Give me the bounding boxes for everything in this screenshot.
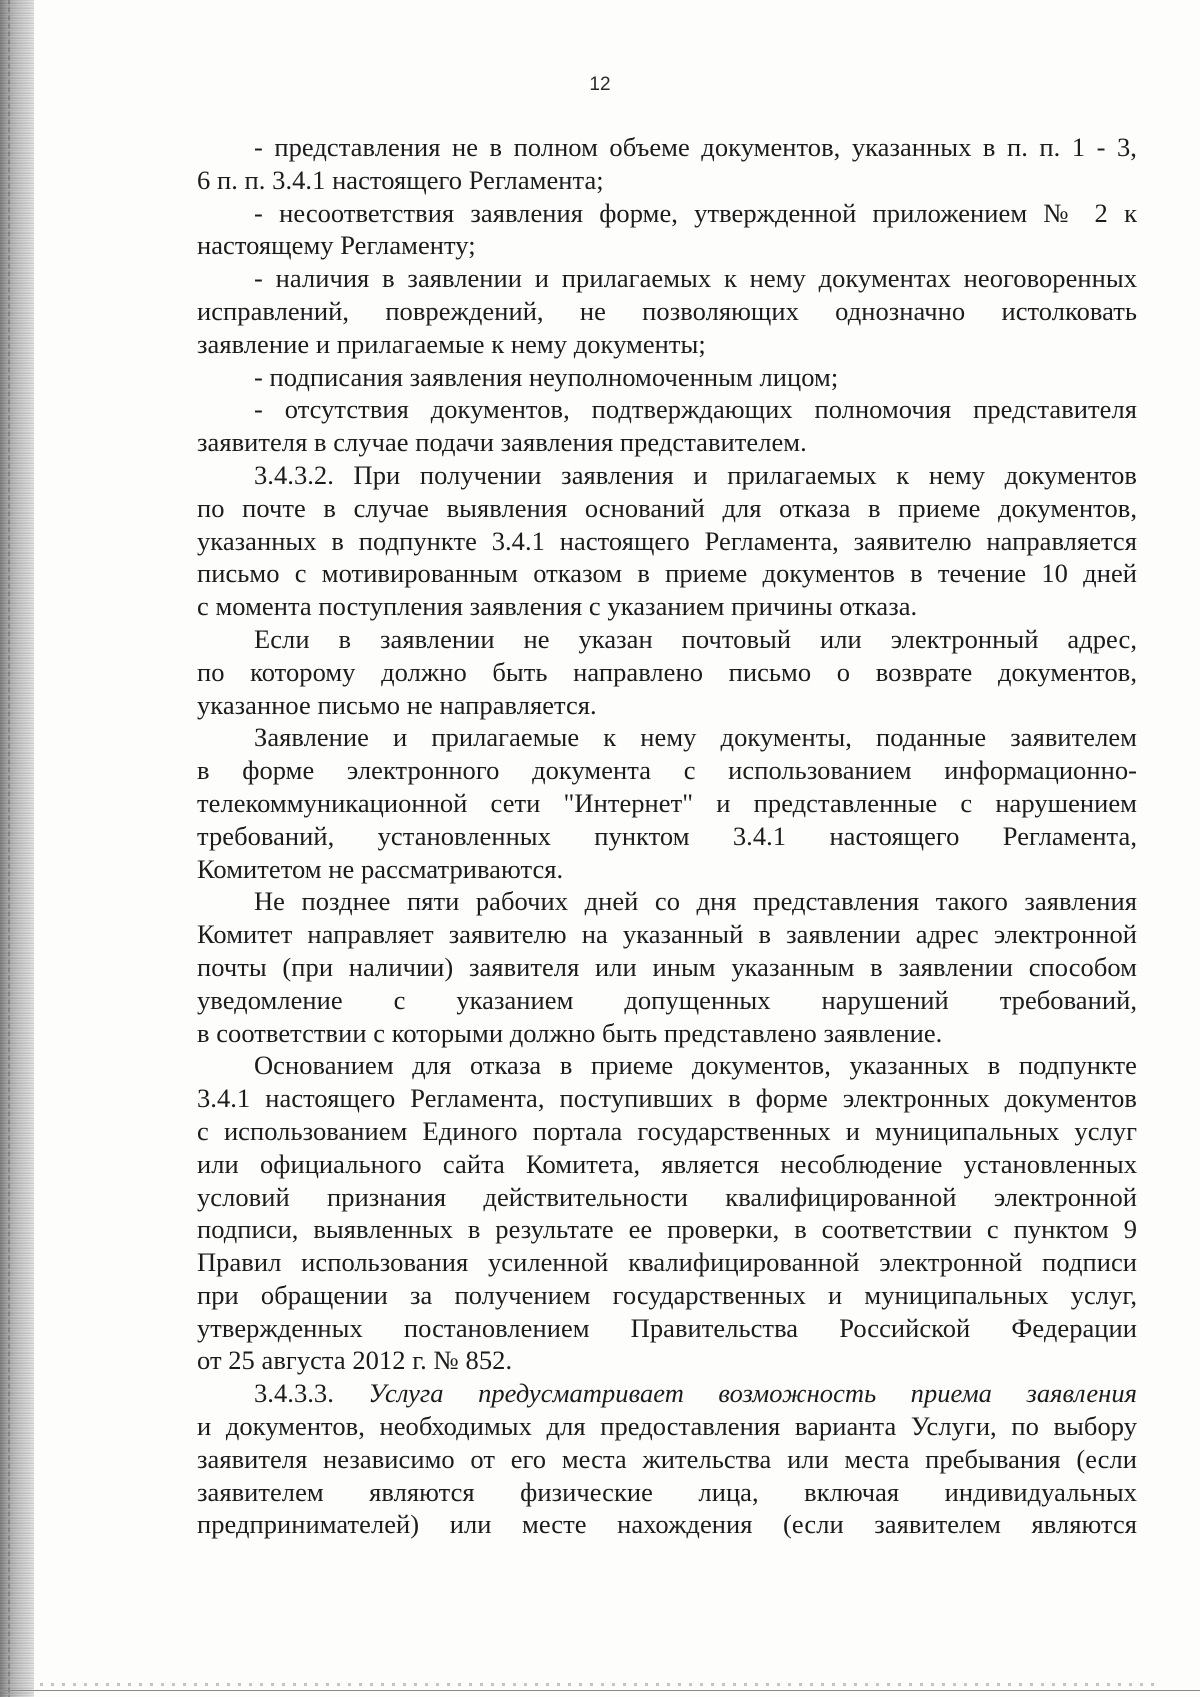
page-number: 12 [589, 74, 611, 95]
text-line: заявителем являются физические лица, включая индивидуальных [197, 1476, 1137, 1507]
text-line: требований, установленных пунктом 3.4.1 настоящего Регламента, [197, 820, 1137, 851]
scan-bottom-edge [0, 1690, 1200, 1691]
text-line: в соответствии с которыми должно быть представлено заявление. [197, 1017, 943, 1048]
text-line: по которому должно быть направлено письмо о возврате документов, [197, 656, 1137, 687]
text-run: 3.4.3.3. [254, 1378, 334, 1409]
document-body [197, 131, 1137, 1541]
text-line: указанное письмо не направляется. [197, 689, 597, 720]
text-line: в форме электронного документа с использованием информационно- [197, 755, 1137, 786]
text-line: письмо с мотивированным отказом в приеме документов в течение 10 дней [197, 558, 1137, 589]
text-line: от 25 августа 2012 г. № 852. [197, 1345, 513, 1376]
text-line: при обращении за получением государственных и муниципальных услуг, [197, 1279, 1137, 1310]
scan-binding-edge [0, 0, 34, 1697]
text-line: - наличия в заявлении и прилагаемых к нему документах неоговоренных [254, 263, 1137, 294]
text-line: - отсутствия документов, подтверждающих полномочия представителя [254, 394, 1137, 425]
text-line: утвержденных постановлением Правительства Российской Федерации [197, 1312, 1137, 1343]
text-line: Комитет направляет заявителю на указанный в заявлении адрес электронной [197, 919, 1137, 950]
text-run-italic: Услуга предусматривает возможность приема заявления [333, 1378, 1137, 1409]
text-line: 3.4.1 настоящего Регламента, поступивших в форме электронных документов [197, 1083, 1137, 1114]
text-line: Комитетом не рассматриваются. [197, 853, 564, 884]
text-line: с момента поступления заявления с указанием причины отказа. [197, 591, 918, 622]
text-line: Не позднее пяти рабочих дней со дня представления такого заявления [254, 886, 1137, 917]
text-line: телекоммуникационной сети "Интернет" и представленные с нарушением [197, 787, 1137, 818]
text-line: или официального сайта Комитета, является несоблюдение установленных [197, 1148, 1137, 1179]
text-line: Основанием для отказа в приеме документов, указанных в подпункте [254, 1050, 1137, 1081]
text-line: - представления не в полном объеме документов, указанных в п. п. 1 - 3, [254, 132, 1137, 162]
text-line: Заявление и прилагаемые к нему документы, поданные заявителем [254, 722, 1137, 753]
text-line [197, 1377, 1137, 1410]
text-line: предпринимателей) или месте нахождения (если заявителем являются [197, 1509, 1137, 1540]
text-line: указанных в подпункте 3.4.1 настоящего Регламента, заявителю направляется [197, 525, 1137, 556]
text-line: условий признания действительности квалифицированной электронной [197, 1181, 1137, 1212]
text-line: Правил использования усиленной квалифицированной электронной подписи [197, 1247, 1137, 1278]
text-line: - подписания заявления неуполномоченным лицом; [254, 361, 839, 392]
text-line: - несоответствия заявления форме, утвержденной приложением № 2 к [254, 197, 1137, 228]
scan-edge-line [8, 0, 10, 1697]
text-line: почты (при наличии) заявителя или иным указанным в заявлении способом [197, 951, 1137, 982]
text-line: 6 п. п. 3.4.1 настоящего Регламента; [197, 164, 604, 195]
text-line: заявление и прилагаемые к нему документы; [197, 328, 706, 359]
scan-bottom-noise [40, 1683, 1160, 1686]
text-line: заявителя независимо от его места жительства или места пребывания (если [197, 1443, 1137, 1474]
text-line: Если в заявлении не указан почтовый или электронный адрес, [254, 623, 1137, 654]
text-line: уведомление с указанием допущенных нарушений требований, [197, 984, 1137, 1015]
text-line: 3.4.3.2. При получении заявления и прилагаемых к нему документов [254, 459, 1137, 490]
text-line: подписи, выявленных в результате ее проверки, в соответствии с пунктом 9 [197, 1214, 1137, 1245]
text-line: с использованием Единого портала государственных и муниципальных услуг [197, 1115, 1137, 1146]
text-line: заявителя в случае подачи заявления представителем. [197, 427, 807, 458]
text-line: по почте в случае выявления оснований для отказа в приеме документов, [197, 492, 1137, 523]
text-line: исправлений, повреждений, не позволяющих однозначно истолковать [197, 295, 1137, 326]
text-line: и документов, необходимых для предоставления варианта Услуги, по выбору [197, 1411, 1137, 1442]
text-line: настоящему Регламенту; [197, 230, 476, 261]
